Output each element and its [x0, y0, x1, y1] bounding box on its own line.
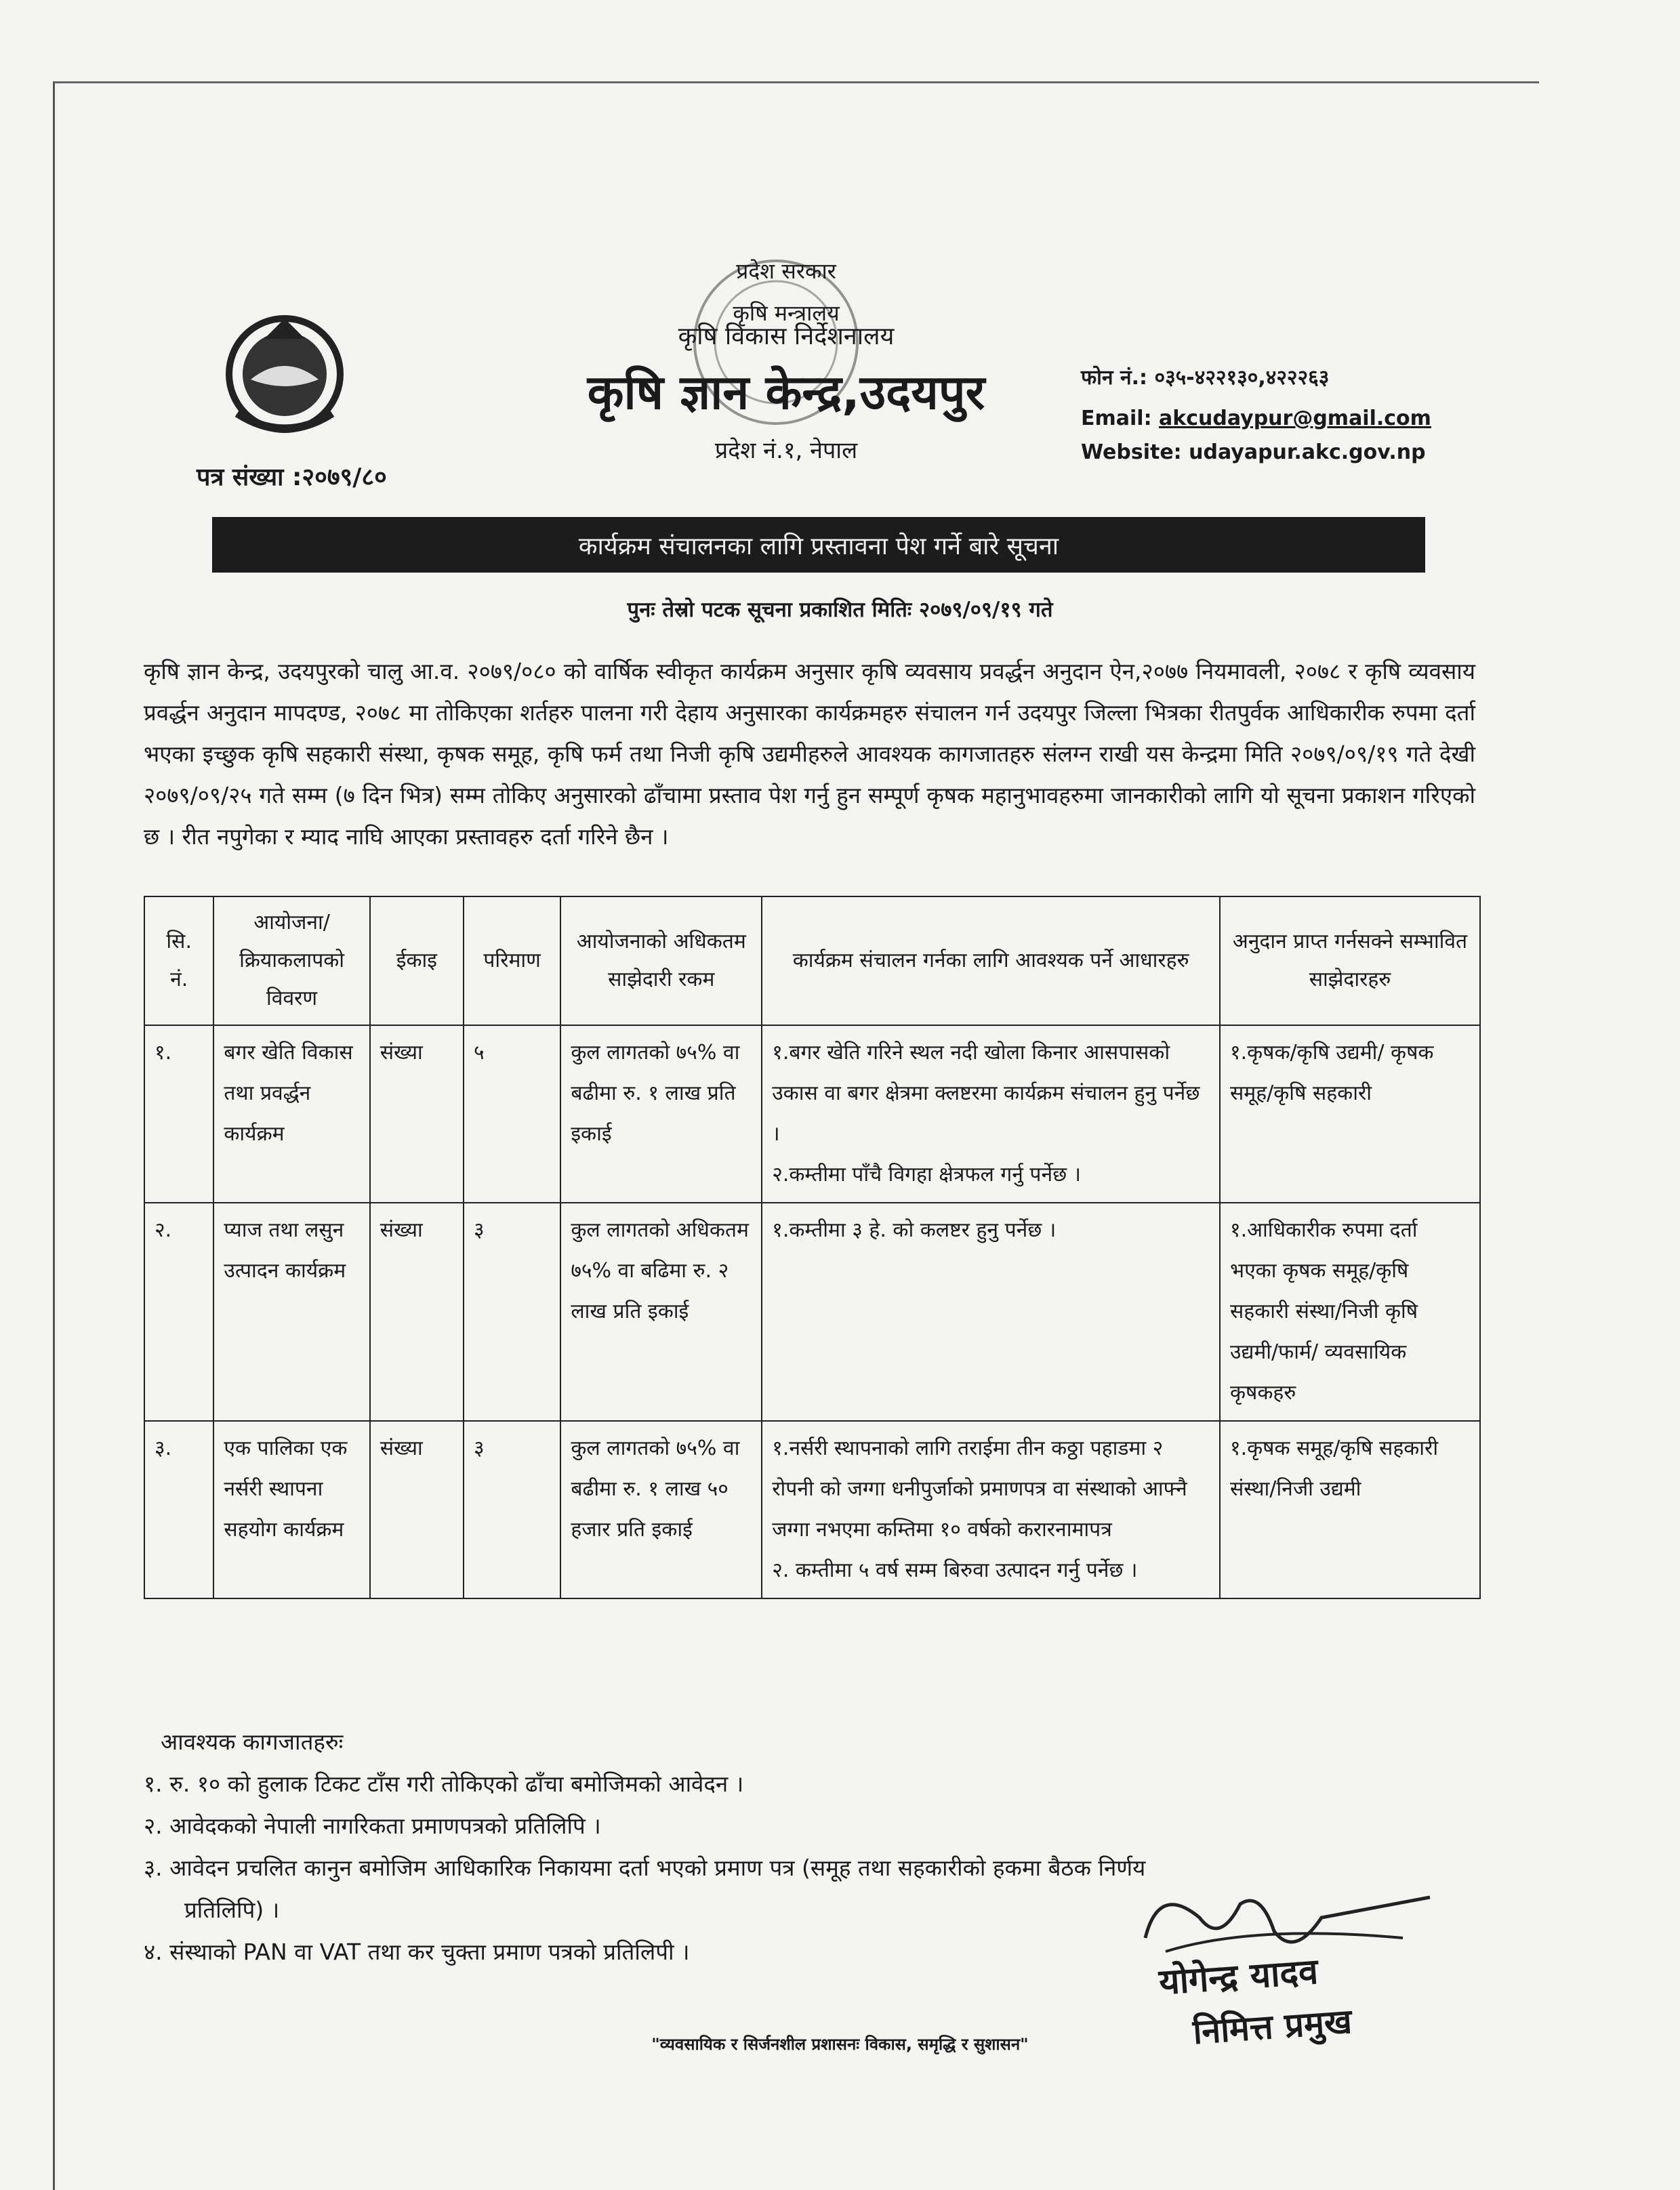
- cell-amount: कुल लागतको ७५% वा बढीमा रु. १ लाख प्रति इकाई: [560, 1025, 762, 1203]
- basis-item: १.नर्सरी स्थापनाको लागि तराईमा तीन कठ्ठा पहाडमा २ रोपनी को जग्गा धनीपुर्जाको प्रमाणपत्र वा संस्थाको आफ्नै जग्गा नभएमा कम्तिमा १० वर्षको करारनामापत्र: [772, 1437, 1187, 1542]
- program-table: [144, 896, 1481, 1599]
- cell-basis: [762, 1421, 1220, 1598]
- table-row: [144, 1203, 1480, 1421]
- cell-quantity: ३: [464, 1203, 560, 1421]
- document-item-continued: प्रतिलिपि) ।: [184, 1897, 280, 1923]
- basis-item: १.बगर खेति गरिने स्थल नदी खोला किनार आसपासको उकास वा बगर क्षेत्रमा क्लष्टरमा कार्यक्रम संचालन हुनु पर्नेछ ।: [772, 1041, 1200, 1146]
- document-item: ४. संस्थाको PAN वा VAT तथा कर चुक्ता प्रमाण पत्रको प्रतिलिपी ।: [144, 1939, 690, 1965]
- cell-description: बगर खेति विकास तथा प्रवर्द्धन कार्यक्रम: [213, 1025, 369, 1203]
- header-line-directorate: कृषि विकास निर्देशनालय: [678, 323, 895, 350]
- cell-quantity: ३: [464, 1421, 560, 1598]
- col-amount: आयोजनाको अधिकतम साझेदारी रकम: [560, 896, 762, 1025]
- cell-partners: १.कृषक/कृषि उद्यमी/ कृषक समूह/कृषि सहकारी: [1220, 1025, 1480, 1203]
- footer-motto: "व्यवसायिक र सिर्जनशील प्रशासनः विकास, समृद्धि र सुशासन": [651, 2035, 1029, 2054]
- signatory-title: निमित्त प्रमुख: [1191, 2001, 1353, 2052]
- table-row: [144, 1421, 1480, 1598]
- republish-date: पुनः तेस्रो पटक सूचना प्रकाशित मितिः २०७९/०९/१९ गते: [627, 598, 1053, 622]
- phone-number: फोन नं.: ०३५-४२२१३०,४२२२६३: [1081, 366, 1330, 390]
- basis-item: १.कम्तीमा ३ हे. को कलष्टर हुनु पर्नेछ ।: [772, 1218, 1057, 1242]
- notice-title-banner: कार्यक्रम संचालनका लागि प्रस्तावना पेश गर्ने बारे सूचना: [212, 517, 1425, 573]
- cell-quantity: ५: [464, 1025, 560, 1203]
- document-item: १. रु. १० को हुलाक टिकट टाँस गरी तोकिएको ढाँचा बमोजिमको आवेदन ।: [144, 1771, 744, 1797]
- col-basis: कार्यक्रम संचालन गर्नका लागि आवश्यक पर्ने आधारहरु: [762, 896, 1220, 1025]
- col-description: आयोजना/ क्रियाकलापको विवरण: [213, 896, 369, 1025]
- email-line: [1081, 407, 1431, 430]
- col-partners: अनुदान प्राप्त गर्नसक्ने सम्भावित साझेदारहरु: [1220, 896, 1480, 1025]
- cell-description: प्याज तथा लसुन उत्पादन कार्यक्रम: [213, 1203, 369, 1421]
- cell-sn: ३.: [144, 1421, 213, 1598]
- cell-unit: संख्या: [370, 1025, 464, 1203]
- cell-unit: संख्या: [370, 1421, 464, 1598]
- table-header-row: [144, 896, 1480, 1025]
- website-line: Website: udayapur.akc.gov.np: [1081, 440, 1426, 464]
- signatory-name: योगेन्द्र यादव: [1157, 1951, 1319, 2004]
- table-row: [144, 1025, 1480, 1203]
- header-line-province: प्रदेश सरकार: [736, 258, 836, 284]
- cell-unit: संख्या: [370, 1203, 464, 1421]
- header-line-address: प्रदेश नं.१, नेपाल: [714, 437, 858, 464]
- basis-item: २. कम्तीमा ५ वर्ष सम्म बिरुवा उत्पादन गर्नु पर्नेछ ।: [772, 1558, 1138, 1582]
- email-link[interactable]: akcudaypur@gmail.com: [1159, 407, 1431, 430]
- cell-partners: १.आधिकारीक रुपमा दर्ता भएका कृषक समूह/कृषि सहकारी संस्था/निजी कृषि उद्यमी/फार्म/ व्यवसायिक कृषकहरु: [1220, 1203, 1480, 1421]
- cell-basis: [762, 1203, 1220, 1421]
- email-label: Email:: [1081, 407, 1160, 430]
- basis-item: २.कम्तीमा पाँचै विगहा क्षेत्रफल गर्नु पर्नेछ ।: [772, 1163, 1082, 1186]
- cell-amount: कुल लागतको ७५% वा बढीमा रु. १ लाख ५० हजार प्रति इकाई: [560, 1421, 762, 1598]
- document-item: ३. आवेदन प्रचलित कानुन बमोजिम आधिकारिक निकायमा दर्ता भएको प्रमाण पत्र (समूह तथा सहकारीको हकमा बैठक निर्णय: [144, 1855, 1146, 1881]
- col-unit: ईकाइ: [370, 896, 464, 1025]
- col-sn: सि. नं.: [144, 896, 213, 1025]
- cell-description: एक पालिका एक नर्सरी स्थापना सहयोग कार्यक्रम: [213, 1421, 369, 1598]
- cell-amount: कुल लागतको अधिकतम ७५% वा बढिमा रु. २ लाख प्रति इकाई: [560, 1203, 762, 1421]
- cell-partners: १.कृषक समूह/कृषि सहकारी संस्था/निजी उद्यमी: [1220, 1421, 1480, 1598]
- cell-sn: १.: [144, 1025, 213, 1203]
- letter-number: पत्र संख्या :२०७९/८०: [197, 463, 387, 491]
- col-quantity: परिमाण: [464, 896, 560, 1025]
- documents-heading: आवश्यक कागजातहरुः: [161, 1729, 344, 1755]
- document-item: २. आवेदकको नेपाली नागरिकता प्रमाणपत्रको प्रतिलिपि ।: [144, 1813, 601, 1839]
- cell-basis: [762, 1025, 1220, 1203]
- cell-sn: २.: [144, 1203, 213, 1421]
- office-title: कृषि ज्ञान केन्द्र,उदयपुर: [587, 365, 985, 420]
- nepal-emblem-icon: [210, 298, 359, 447]
- header-line-ministry: कृषि मन्त्रालय: [733, 300, 840, 326]
- notice-body: कृषि ज्ञान केन्द्र, उदयपुरको चालु आ.व. २०७९/०८० को वार्षिक स्वीकृत कार्यक्रम अनुसार कृषि व्यवसाय प्रवर्द्धन अनुदान ऐन,२०७७ नियमावली, २०७८ र कृषि व्यवसाय प्रवर्द्धन अनुदान मापदण्ड, २०७८ मा तोकिएका शर्तहरु पालना गरी देहाय अनुसारका कार्यक्रमहरु संचालन गर्न उदयपुर जिल्ला भित्रका रीतपुर्वक आधिकारीक रुपमा दर्ता भएका इच्छुक कृषि सहकारी संस्था, कृषक समूह, कृषि फर्म तथा निजी कृषि उद्यमीहरुले आवश्यक कागजातहरु संलग्न राखी यस केन्द्रमा मिति २०७९/०९/१९ गते देखी २०७९/०९/२५ गते सम्म (७ दिन भित्र) सम्म तोकिए अनुसारको ढाँचामा प्रस्ताव पेश गर्नु हुन सम्पूर्ण कृषक महानुभावहरुमा जानकारीको लागि यो सूचना प्रकाशन गरिएको छ । रीत नपुगेका र म्याद नाघि आएका प्रस्तावहरु दर्ता गरिने छैन ।: [144, 658, 1475, 850]
